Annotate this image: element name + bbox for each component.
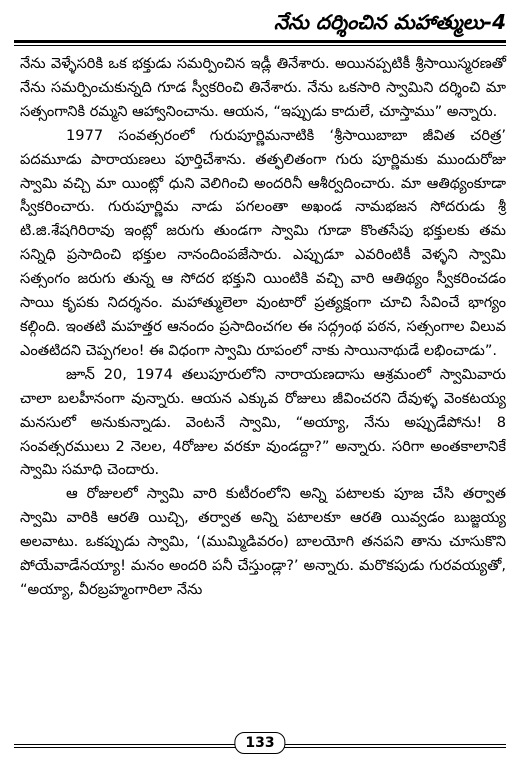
page-body — [20, 52, 506, 602]
paragraph-3: జూన్ 20, 1974 తలుపూరులోని నారాయణదాసు ఆశ్రమంలో స్వామివారు చాలా బలహీనంగా వున్నారు. ఆయన ఎక్కువ రోజులు జీవించరని దేవుళ్ళ వెంకటయ్య మనసులో అనుకున్నాడు. వెంటనే స్వామి, “అయ్యా, నేను అప్పుడేపోను! 8 సంవత్సరములు 2 నెలల, 4రోజుల వరకూ వుండద్దా?” అన్నారు. సరిగా అంతకాలానికే స్వామి సమాధి చెందారు. — [20, 365, 506, 479]
header-rule-thin — [14, 45, 506, 46]
paragraph-1: నేను వెళ్ళేసరికి ఒక భక్తుడు సమర్పించిన ఇడ్లీ తినేశారు. అయినప్పటికీ శ్రీసాయిస్మరణతో నేను సమర్పించుకున్నది గూడ స్వీకరించి తినేశారు. నేను ఒకసారి స్వామిని దర్శించి మా సత్సంగానికి రమ్మని ఆహ్వానించాను. ఆయన, “ఇప్పుడు కాదులే, చూస్తాము” అన్నారు. — [20, 55, 506, 120]
running-header — [14, 8, 506, 44]
paragraph-2: 1977 సంవత్సరంలో గురుపూర్ణిమనాటికి ‘శ్రీసాయిబాబా జీవిత చరిత్ర’ పదమూడు పారాయణలు పూర్తిచేశాను. తత్ఫలితంగా గురు పూర్ణిమకు ముందురోజు స్వామి వచ్చి మా యింట్లో ధుని వెలిగించి అందరినీ ఆశీర్వదించారు. మా ఆతిథ్యంకూడా స్వీకరించారు. గురుపూర్ణిమ నాడు పగలంతా అఖండ నామభజన సోదరుడు శ్రీ టి.జి.శేషగిరిరావు ఇంట్లో జరుగు తుండగా స్వామి గూడా కొంతసేపు భక్తులకు తమ సన్నిధి ప్రసాదించి భక్తుల నానందింపజేసారు. ఎప్పుడూ ఎవరింటికీ వెళ్ళని స్వామి సత్సంగం జరుగు తున్న ఆ సోదర భక్తుని యింటికి వచ్చి వారి ఆతిథ్యం స్వీకరించడం సాయి కృపకు నిదర్శనం. మహాత్ములెలా వుంటారో ప్రత్యక్షంగా చూచి సేవించే భాగ్యం కల్గింది. ఇంతటి మహత్తర ఆనందం ప్రసాదించగల ఈ సద్గ్రంథ పఠన, సత్సంగాల విలువ ఎంతటిదని చెప్పగలం! ఈ విధంగా స్వామి రూపంలో నాకు సాయినాథుడే లభించాడు”. — [20, 126, 506, 359]
book-title: నేను దర్శించిన మహాత్ములు-4 — [273, 10, 506, 34]
page-number: 133 — [234, 732, 285, 754]
page-footer — [14, 732, 506, 756]
paragraph-4: ఆ రోజులలో స్వామి వారి కుటీరంలోని అన్ని పటాలకు పూజ చేసి తర్వాత స్వామి వారికి ఆరతి యిచ్చి, తర్వాత అన్ని పటాలకూ ఆరతి యివ్వడం బుజ్జయ్య అలవాటు. ఒకప్పుడు స్వామి, ‘(ముమ్మిడివరం) బాలయోగి తనపని తాను చూసుకొని పోయేవాడేనయ్యా! మనం అందరి పనీ చేస్తుండ్లా?’ అన్నారు. మరొకపుడు గురవయ్యతో, “అయ్యా, వీరబ్రహ్మంగారిలా నేను — [20, 485, 506, 598]
header-rule — [14, 40, 506, 43]
